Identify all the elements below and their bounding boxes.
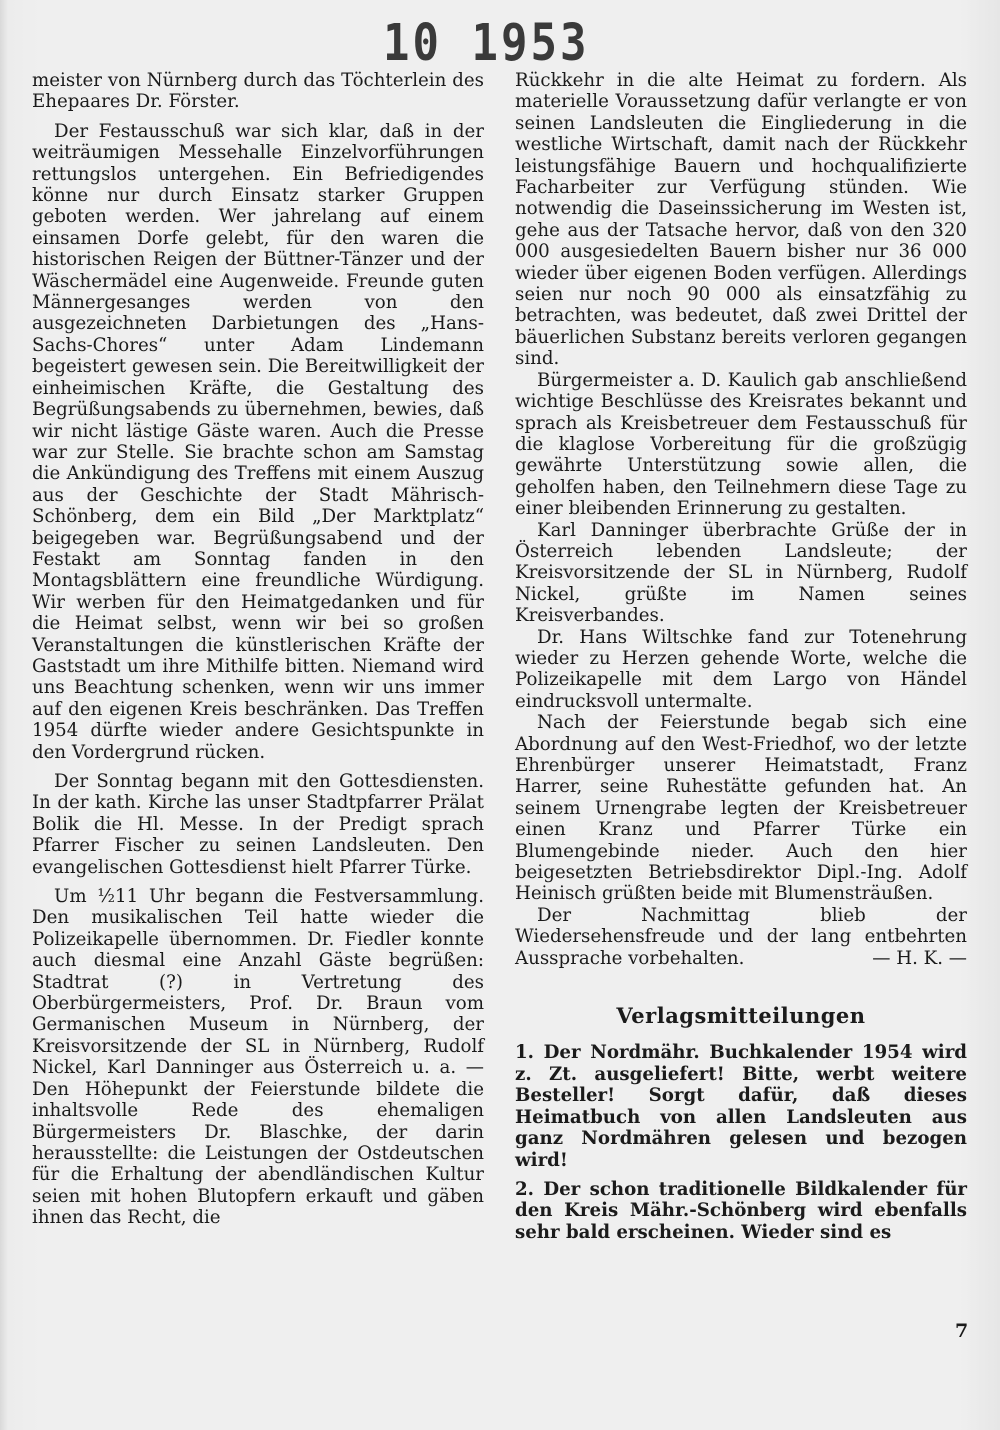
section-heading: Verlagsmitteilungen	[616, 1003, 866, 1029]
right-column	[515, 70, 967, 1251]
notice-item: 2. Der schon traditionelle Bildkalender für den Kreis Mähr.-Schönberg wird ebenfalls sehr bald erscheinen. Wieder sind es	[515, 1178, 967, 1243]
paragraph-festausschuss: Der Festausschuß war sich klar, daß in der weiträumigen Messehalle Einzelvorführungen rettungslos untergehen. Ein Befriedigendes könne nur durch Einsatz starker Gruppen geboten werden. Wer jahrelang auf einem einsamen Dorfe gelebt, für den waren die historischen Reigen der Büttner-Tänzer und der Wäschermädel eine Augenweide. Freunde guten Männergesanges werden von den ausgezeichneten Darbietungen des „Hans-Sachs-Chores“ unter Adam Lindemann begeistert gewesen sein. Die Bereitwilligkeit der einheimischen Kräfte, die Gestaltung des Begrüßungsabends zu übernehmen, bewies, daß wir nicht lästige Gäste waren. Auch die Presse war zur Stelle. Sie brachte schon am Samstag die Ankündigung des Treffens mit einem Auszug aus der Geschichte der Stadt Mährisch-Schönberg, dem ein Bild „Der Marktplatz“ beigegeben war. Begrüßungsabend und der Festakt am Sonntag fanden in den Montagsblättern eine freundliche Würdigung. Wir werben für den Heimatgedanken und für die Heimat selbst, wenn wir bei so großen Veranstaltungen die künstlerischen Kräfte der Gaststadt um ihre Mithilfe bitten. Niemand wird uns Beachtung schenken, wenn wir uns immer auf den eigenen Kreis beschränken. Das Treffen 1954 dürfte wieder andere Gesichtspunkte in den Vordergrund rücken.	[32, 120, 484, 763]
paragraph-rueckkehr: Rückkehr in die alte Heimat zu fordern. Als materielle Voraussetzung dafür verlangte er von seinen Landsleuten die Eingliederung in die westliche Wirtschaft, damit nach der Rückkehr leistungsfähige Bauern und hochqualifizierte Facharbeiter zur Verfügung stünden. Wie notwendig die Daseinssicherung im Westen ist, gehe aus der Tatsache hervor, daß von den 320 000 ausgesiedelten Bauern bisher nur 36 000 wieder über eigenen Boden verfügen. Allerdings seien nur noch 90 000 als einsatzfähig zu betrachten, was bedeutet, daß zwei Drittel der bäuerlichen Substanz bereits verloren gegangen sind.	[515, 70, 967, 370]
paragraph-sonntag: Der Sonntag begann mit den Gottesdiensten. In der kath. Kirche las unser Stadtpfarrer Prälat Bolik die Hl. Messe. In der Predigt sprach Pfarrer Fischer zu seinen Landsleuten. Den evangelischen Gottesdienst hielt Pfarrer Türke.	[32, 771, 484, 878]
paragraph-festversammlung: Um ½11 Uhr begann die Festversammlung. Den musikalischen Teil hatte wieder die Polizeikapelle übernommen. Dr. Fiedler konnte auch diesmal eine Anzahl Gäste begrüßen: Stadtrat (?) in Vertretung des Oberbürgermeisters, Prof. Dr. Braun vom Germanischen Museum in Nürnberg, der Kreisvorsitzende der SL in Nürnberg, Rudolf Nickel, Karl Danninger aus Österreich u. a. — Den Höhepunkt der Feierstunde bildete die inhaltsvolle Rede des ehemaligen Bürgermeisters Dr. Blaschke, der darin herausstellte: die Leistungen der Ostdeutschen für die Erhaltung der abendländischen Kultur seien mit hohen Blutopfern erkauft und gäben ihnen das Recht, die	[32, 886, 484, 1229]
paragraph-nachmittag	[515, 905, 967, 969]
page-number: 7	[955, 1320, 969, 1342]
paragraph-wiltschke: Dr. Hans Wiltschke fand zur Totenehrung wieder zu Herzen gehende Worte, welche die Polizeikapelle mit dem Largo von Händel eindrucksvoll untermalte.	[515, 626, 967, 712]
signature: — H. K. —	[872, 947, 967, 969]
paragraph-kaulich: Bürgermeister a. D. Kaulich gab anschließend wichtige Beschlüsse des Kreisrates bekannt und sprach als Kreisbetreuer dem Festausschuß für die klaglose Vorbereitung für die großzügig gewährte Unterstützung sowie allen, die geholfen haben, den Teilnehmern diese Tage zu einer bleibenden Erinnerung zu gestalten.	[515, 369, 967, 520]
paragraph-continuation: meister von Nürnberg durch das Töchterlein des Ehepaares Dr. Förster.	[32, 70, 484, 113]
date-stamp: 10 1953	[383, 14, 590, 73]
paragraph-friedhof: Nach der Feierstunde begab sich eine Abordnung auf den West-Friedhof, wo der letzte Ehrenbürger unserer Heimatstadt, Franz Harrer, seine Ruhestätte gefunden hat. An seinem Urnengrabe legten der Kreisbetreuer einen Kranz und Pfarrer Türke ein Blumengebinde nieder. Auch den hier beigesetzten Betriebsdirektor Dipl.-Ing. Adolf Heinisch grüßten beide mit Blumensträußen.	[515, 712, 967, 905]
notice-item: 1. Der Nordmähr. Buchkalender 1954 wird z. Zt. ausgeliefert! Bitte, werbt weitere Besteller! Sorgt dafür, daß dieses Heimatbuch von allen Landsleuten aus ganz Nordmähren gelesen und bezogen wird!	[515, 1042, 967, 1171]
left-column	[32, 70, 484, 1237]
paragraph-danninger: Karl Danninger überbrachte Grüße der in Österreich lebenden Landsleute; der Kreisvorsitzende der SL in Nürnberg, Rudolf Nickel, grüßte im Namen seines Kreisverbandes.	[515, 519, 967, 627]
paragraph-nachmittag-text: Der Nachmittag blieb der Wiedersehensfreude und der lang entbehrten Aussprache vorbehalten.	[515, 904, 967, 969]
